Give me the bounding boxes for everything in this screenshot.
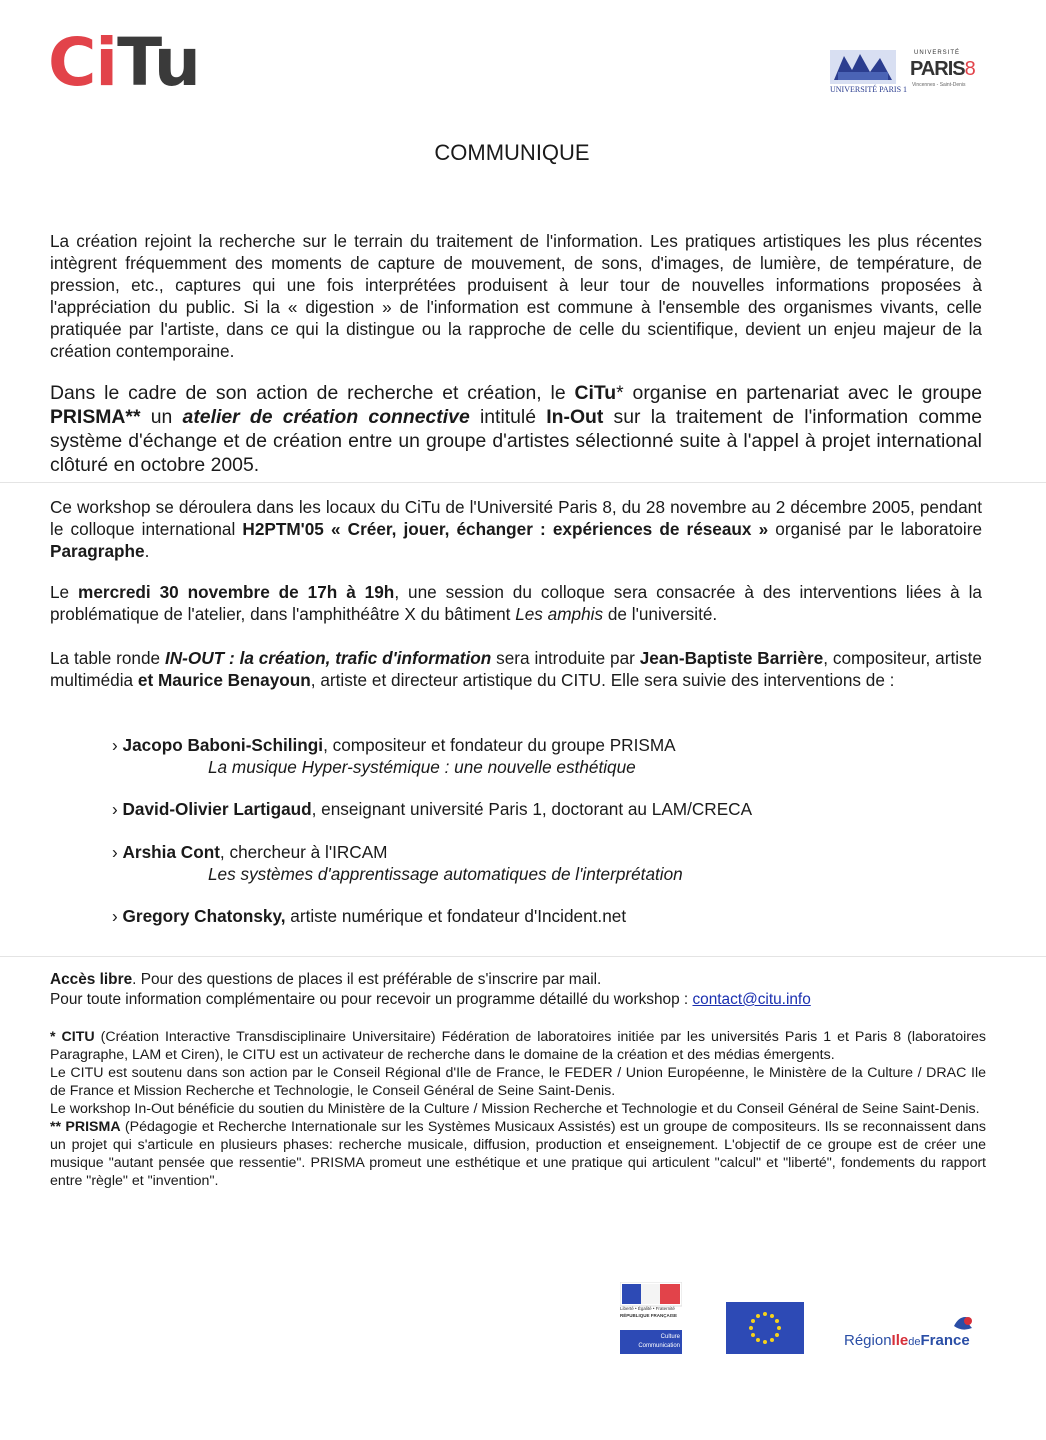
atelier-title: atelier de création connective (182, 406, 470, 428)
contact-email-link[interactable]: contact@citu.info (692, 991, 811, 1008)
paper-fold (0, 956, 1046, 957)
session-date: mercredi 30 novembre de 17h à 19h (78, 582, 395, 602)
university-logos (830, 50, 980, 96)
paris8-logo: UNIVERSITÉ PARIS8 Vincennes - Saint-Denis (910, 50, 975, 88)
inout-name: In-Out (546, 406, 604, 428)
footnote-inout: Le workshop In-Out bénéficie du soutien du Ministère de la Culture / Mission Recherche et Technologie et du Conseil Général de Seine Saint-Denis. (50, 1101, 980, 1117)
paper-fold (0, 482, 1046, 483)
speaker-item: › Arshia Cont, chercheur à l'IRCAM Les systèmes d'apprentissage automatiques de l'interprétation (112, 842, 683, 884)
speaker-item: › Gregory Chatonsky, artiste numérique et fondateur d'Incident.net (112, 906, 627, 926)
session-paragraph: Le mercredi 30 novembre de 17h à 19h, une session du colloque sera consacrée à des interventions liées à la problématique de l'atelier, dans l'amphithéâtre X du bâtiment Les amphis de l'université. (50, 582, 982, 624)
prisma-name: PRISMA** (50, 406, 141, 428)
european-union-flag (726, 1302, 804, 1354)
idf-emblem-icon (948, 1312, 978, 1334)
paris1-logo: UNIVERSITÉ PARIS 1 (830, 50, 896, 94)
citu-logo: CiTu (48, 24, 200, 101)
speaker-item: › David-Olivier Lartigaud, enseignant université Paris 1, doctorant au LAM/CRECA (112, 799, 753, 819)
paris1-emblem-icon (830, 50, 896, 84)
footnote-prisma: ** PRISMA (Pédagogie et Recherche Internationale sur les Systèmes Musicaux Assistés) est un groupe de compositeurs. Ils se reconnaissent dans un projet qui s'articule en plusieurs phases: recherche musicale, diffusion, production et enseignement. L'objectif de ce groupe est de créer une musique "autant pensée que ressentie". PRISMA promeut une esthétique et une pratique qui articulent "calcul" et "liberté", fondements du rapport entre "règle" et "invention". (50, 1119, 986, 1189)
region-ile-de-france-logo: RégionIledeFrance (838, 1312, 988, 1356)
footnotes (50, 1028, 986, 1190)
workshop-paragraph: Dans le cadre de son action de recherche et création, le CiTu* organise en partenariat avec le groupe PRISMA** un atelier de création connective intitulé In-Out sur la traitement de l'information comme système d'échange et de création entre un groupe d'artistes sélectionné suite à l'appel à projet international clôturé en octobre 2005. (50, 382, 983, 476)
access-info: Accès libre. Pour des questions de places il est préférable de s'inscrire par mail. Pour toute information complémentaire ou pour recevoir un programme détaillé du workshop : contact@citu.info (50, 971, 811, 1008)
colloque-name: H2PTM'05 « Créer, jouer, échanger : expériences de réseaux » (242, 519, 769, 539)
venue-name: Les amphis (515, 604, 604, 624)
citu-name: CiTu (574, 382, 617, 404)
footnote-citu: * CITU (Création Interactive Transdisciplinaire Universitaire) Fédération de laboratoires initiée par les universités Paris 1 et Paris 8 (laboratoires Paragraphe, LAM et Ciren), le CITU est un activateur de recherche dans le domaine de la création et des médias émergents. (50, 1029, 986, 1063)
page-title: COMMUNIQUE (434, 140, 590, 165)
labo-name: Paragraphe (50, 541, 145, 561)
dates-paragraph: Ce workshop se déroulera dans les locaux du CiTu de l'Université Paris 8, du 28 novembre au 2 décembre 2005, pendant le colloque international H2PTM'05 « Créer, jouer, échanger : expériences de réseaux » organisé par le laboratoire Paragraphe. (50, 497, 982, 561)
round-table-title: IN-OUT : la création, trafic d'information (164, 648, 492, 668)
round-table-paragraph: La table ronde IN-OUT : la création, trafic d'information sera introduite par Jean-Baptiste Barrière, compositeur, artiste multimédia et Maurice Benayoun, artiste et directeur artistique du CITU. Elle sera suivie des interventions de : (50, 648, 982, 690)
republique-francaise-logo: Liberté • Égalité • Fraternité RÉPUBLIQUE FRANÇAISE Culture Communication (620, 1282, 682, 1354)
eu-stars-icon (726, 1302, 804, 1354)
speaker-item: › Jacopo Baboni-Schilingi, compositeur et fondateur du groupe PRISMA La musique Hyper-systémique : une nouvelle esthétique (112, 735, 676, 777)
footnote-support: Le CITU est soutenu dans son action par le Conseil Régional d'Ile de France, le FEDER / Union Européenne, le Ministère de la Culture / DRAC Ile de France et Mission Recherche et Technologie, le Conseil Général de Seine Saint-Denis. (50, 1065, 986, 1099)
intro-paragraph: La création rejoint la recherche sur le terrain du traitement de l'information. Les pratiques artistiques les plus récentes intègrent fréquemment des moments de capture de mouvement, de sons, d'images, de lumière, de température, de pression, etc., captures qui une fois interprétées produisent à leur tour de nouvelles informations proposées à l'appréciation du public. Si la « digestion » de l'information est commune à l'ensemble des organismes vivants, celle pratiquée par l'artiste, dans ce qui la distingue ou la rapproche de celle du scientifique, devient un enjeu majeur de la création contemporaine. (50, 231, 982, 361)
